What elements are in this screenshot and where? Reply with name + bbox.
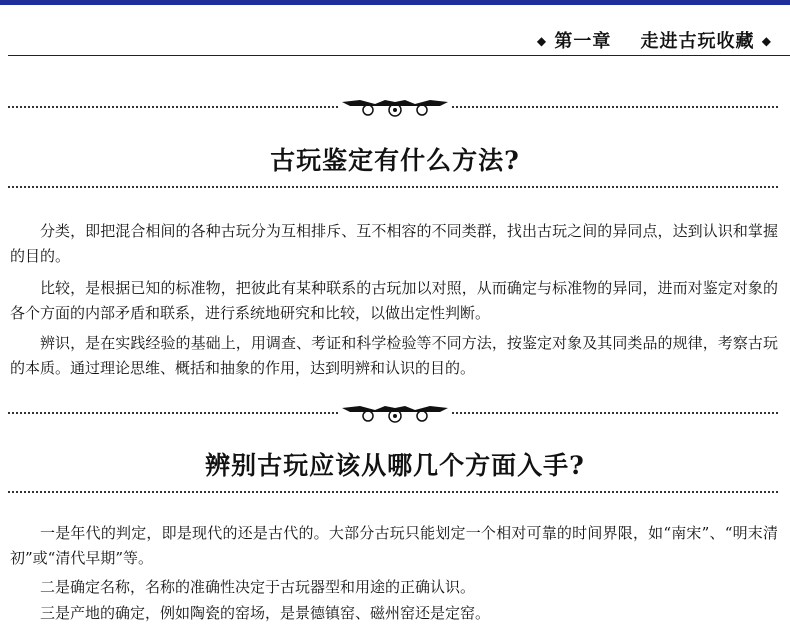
scroll-ornament-icon — [340, 96, 450, 118]
diamond-left-icon: ◆ — [536, 34, 548, 48]
paragraph-origin: 三是产地的确定，例如陶瓷的窑场，是景德镇窑、磁州窑还是定窑。 — [40, 604, 491, 622]
scroll-ornament-icon — [340, 402, 450, 424]
paragraph-naming: 二是确定名称，名称的准确性决定于古玩器型和用途的正确认识。 — [40, 578, 476, 596]
dotted-divider-bottom-1 — [8, 186, 778, 188]
dotted-divider-bottom-2 — [8, 491, 778, 493]
running-header — [0, 22, 790, 56]
chapter-heading — [537, 27, 772, 53]
chapter-label: 第一章 — [554, 31, 612, 52]
paragraph-dating: 一是年代的判定，即是现代的还是古代的。大部分古玩只能划定一个相对可靠的时间界限，如“南宋”、“明末清初”或“清代早期”等。 — [10, 524, 778, 567]
paragraph-comparison: 比较，是根据已知的标准物，把彼此有某种联系的古玩加以对照，从而确定与标准物的异同，进而对鉴定对象的各个方面的内部矛盾和联系，进行系统地研究和比较，以做出定性判断。 — [10, 279, 778, 322]
chapter-title: 走进古玩收藏 — [640, 31, 755, 52]
header-rule — [8, 55, 790, 56]
top-color-bar — [0, 0, 790, 5]
section-title-identification-aspects: 辨别古玩应该从哪几个方面入手? — [205, 451, 585, 480]
paragraph-discernment: 辨识，是在实践经验的基础上，用调查、考证和科学检验等不同方法，按鉴定对象及其同类品的规律，考察古玩的本质。通过理论思维、概括和抽象的作用，达到明辨和认识的目的。 — [10, 334, 778, 377]
section-title-identification-methods: 古玩鉴定有什么方法? — [270, 146, 520, 175]
paragraph-classification: 分类，即把混合相间的各种古玩分为互相排斥、互不相容的不同类群，找出古玩之间的异同点，达到认识和掌握的目的。 — [10, 222, 778, 265]
diamond-right-icon: ◆ — [761, 34, 772, 48]
